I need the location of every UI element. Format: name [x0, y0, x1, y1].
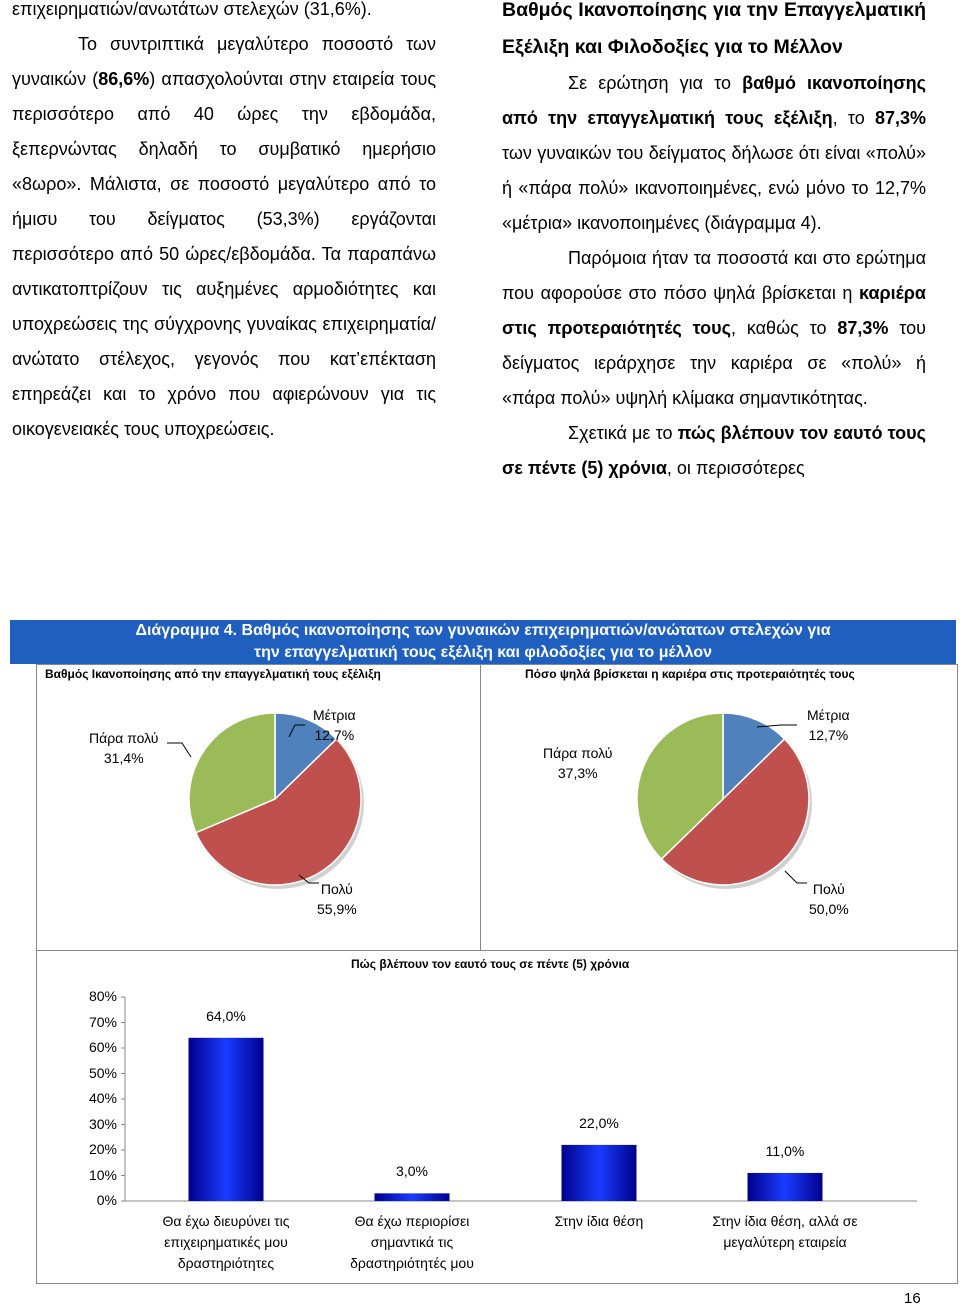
- bar-category-line: δραστηριότητες: [177, 1255, 275, 1271]
- paragraph-end: επιχειρηματιών/ανωτάτων στελεχών (31,6%).: [12, 0, 372, 19]
- page-number: 16: [904, 1290, 921, 1307]
- figure-caption-line1: Διάγραμμα 4. Βαθμός ικανοποίησης των γυναικών επιχειρηματιών/ανώτατων στελεχών για: [135, 622, 831, 639]
- pie1-leader-very-much: [167, 743, 191, 757]
- y-tick-label: 60%: [88, 1039, 117, 1055]
- bar-data-label: 3,0%: [396, 1163, 428, 1180]
- pie-panel-satisfaction: [36, 664, 482, 952]
- bar-category-line: μεγαλύτερη εταιρεία: [723, 1234, 847, 1250]
- left-text-column: [12, 0, 436, 447]
- paragraph-priority: Παρόμοια ήταν τα ποσοστά και στο ερώτημα που αφορούσε στο πόσο ψηλά βρίσκεται η καριέρα στις προτεραιότητές τους, καθώς το 87,3% του δείγματος ιεράρχησε την καριέρα σε «πολύ» ή «πάρα πολύ» υψηλή κλίμακα σημαντικότητας.: [502, 248, 926, 408]
- bar-2: [562, 1145, 637, 1201]
- bar-category-line: Στην ίδια θέση: [554, 1213, 644, 1229]
- bar-panel-future: [36, 950, 958, 1284]
- pie1-chart: [37, 665, 481, 951]
- paragraph-hours: Το συντριπτικά μεγαλύτερο ποσοστό των γυναικών (86,6%) απασχολούνται στην εταιρεία τους περισσότερο από 40 ώρες την εβδομάδα, ξεπερνώντας δηλαδή το συμβατικό ημερήσιο «8ωρο». Μάλιστα, σε ποσοστό μεγαλύτερο από το ήμισυ του δείγματος (53,3%) εργάζονται περισσότερο από 50 ώρες/εβδομάδα. Τα παραπάνω αντικατοπτρίζουν τις αυξημένες αρμοδιότητες και υποχρεώσεις της σύγχρονης γυναίκας επιχειρηματία/ανώτατο στέλεχος, γεγονός που κατ’επέκταση επηρεάζει και το χρόνο που αφιερώνουν για τις οικογενειακές τους υποχρεώσεις.: [12, 34, 436, 439]
- y-tick-label: 0%: [96, 1192, 117, 1208]
- figure-caption-line2: την επαγγελματική τους εξέλιξη και φιλοδοξίες για το μέλλον: [253, 644, 712, 661]
- section-heading: Βαθμός Ικανοποίησης για την Επαγγελματική Εξέλιξη και Φιλοδοξίες για το Μέλλον: [502, 0, 926, 58]
- bar-title: Πώς βλέπουν τον εαυτό τους σε πέντε (5) χρόνια: [351, 957, 630, 971]
- pie2-title: Πόσο ψηλά βρίσκεται η καριέρα στις προτεραιότητές τους: [525, 667, 855, 681]
- bar-category-line: δραστηριότητές μου: [350, 1255, 474, 1271]
- bar-category-label: [695, 1211, 875, 1253]
- pie2-chart: [481, 665, 957, 951]
- pie1-label-much: Πολύ 55,9%: [317, 881, 357, 917]
- y-tick-label: 20%: [88, 1141, 117, 1157]
- pie2-label-very-much: Πάρα πολύ 37,3%: [543, 745, 613, 781]
- pie1-label-medium: Μέτρια 12,7%: [313, 707, 356, 743]
- bar-category-line: Θα έχω περιορίσει: [354, 1213, 470, 1229]
- bar-1: [375, 1193, 450, 1201]
- y-tick-label: 50%: [88, 1064, 117, 1081]
- pie1-title: Βαθμός Ικανοποίησης από την επαγγελματική τους εξέλιξη: [45, 667, 381, 681]
- bar-data-label: 64,0%: [206, 1007, 246, 1024]
- figure-caption-banner: [10, 620, 956, 664]
- bar-category-label: [322, 1211, 502, 1274]
- bar-category-line: σημαντικά τις: [370, 1234, 454, 1250]
- right-text-column: [502, 0, 926, 486]
- y-tick-label: 30%: [88, 1115, 117, 1132]
- y-tick-label: 70%: [88, 1013, 117, 1030]
- bar-data-label: 11,0%: [765, 1142, 805, 1159]
- bar-category-line: επιχειρηματικές μου: [164, 1234, 288, 1250]
- bar-category-line: Στην ίδια θέση, αλλά σε: [712, 1213, 858, 1229]
- paragraph-future: Σχετικά με το πώς βλέπουν τον εαυτό τους σε πέντε (5) χρόνια, οι περισσότερες: [502, 423, 926, 478]
- bar-category-label: [136, 1211, 316, 1274]
- y-tick-label: 80%: [88, 988, 117, 1004]
- pie2-label-medium: Μέτρια 12,7%: [807, 707, 850, 743]
- paragraph-satisfaction: Σε ερώτηση για το βαθμό ικανοποίησης από την επαγγελματική τους εξέλιξη, το 87,3% των γυναικών του δείγματος δήλωσε ότι είναι «πολύ» ή «πάρα πολύ» ικανοποιημένες, ενώ μόνο το 12,7% «μέτρια» ικανοποιημένες (διάγραμμα 4).: [502, 73, 927, 233]
- y-tick-label: 10%: [88, 1166, 117, 1183]
- pie2-label-much: Πολύ 50,0%: [809, 881, 849, 917]
- bar-category-line: Θα έχω διευρύνει τις: [162, 1213, 290, 1229]
- bar-data-label: 22,0%: [579, 1114, 619, 1131]
- y-tick-label: 40%: [88, 1090, 117, 1106]
- pie-panel-priority: [480, 664, 958, 952]
- pie2-leader-much: [785, 871, 807, 883]
- bar-3: [748, 1173, 823, 1201]
- bar-0: [189, 1038, 264, 1201]
- pie1-label-very-much: Πάρα πολύ 31,4%: [89, 730, 159, 766]
- bar-category-label: [509, 1211, 689, 1232]
